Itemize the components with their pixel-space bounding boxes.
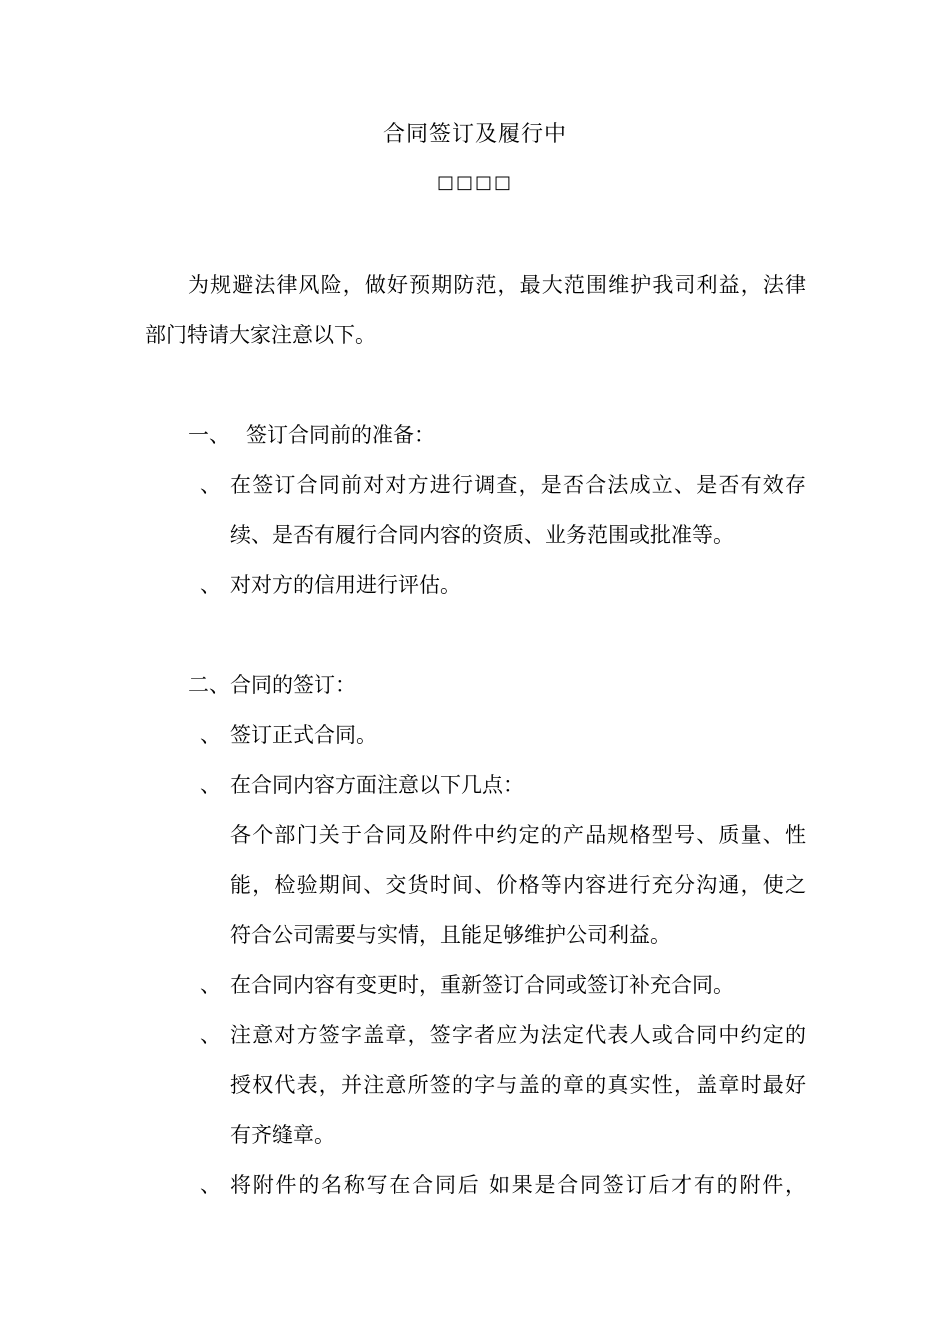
section2-item4-line-2: 授权代表，并注意所签的字与盖的章的真实性，盖章时最好: [230, 1073, 806, 1097]
section2-item3-line-1: 在合同内容有变更时，重新签订合同或签订补充合同。: [230, 973, 734, 997]
intro-line-2: 部门特请大家注意以下。: [145, 323, 376, 347]
section2-item5-marker: 、: [200, 1173, 221, 1197]
section2-heading: 二、合同的签订：: [188, 673, 356, 697]
section1-item2-line-1: 对对方的信用进行评估。: [230, 573, 461, 597]
section2-item3-marker: 、: [200, 973, 221, 997]
section2-item1-line-1: 签订正式合同。: [230, 723, 377, 747]
section2-item4-line-3: 有齐缝章。: [230, 1123, 335, 1147]
document-title: 合同签订及履行中: [382, 122, 567, 147]
section2-item4-marker: 、: [200, 1023, 221, 1047]
section2-item2-line-1: 在合同内容方面注意以下几点：: [230, 773, 524, 797]
section2-item2-sub-2: 能，检验期间、交货时间、价格等内容进行充分沟通，使之: [230, 873, 806, 897]
section1-heading-number: 一、: [188, 423, 230, 447]
intro-line-1: 为规避法律风险，做好预期防范，最大范围维护我司利益，法律: [188, 273, 806, 297]
section1-heading: 签订合同前的准备：: [246, 423, 435, 447]
section2-item2-sub-3: 符合公司需要与实情，且能足够维护公司利益。: [230, 923, 671, 947]
section1-item1-marker: 、: [200, 473, 221, 497]
section1-item1-line-1: 在签订合同前对对方进行调查，是否合法成立、是否有效存: [230, 473, 806, 497]
section2-item1-marker: 、: [200, 723, 221, 747]
document-subtitle: □□□□: [436, 172, 514, 193]
section2-item2-marker: 、: [200, 773, 221, 797]
section2-item5-line-1: 将附件的名称写在合同后 如果是合同签订后才有的附件，: [230, 1173, 806, 1197]
section2-item4-line-1: 注意对方签字盖章，签字者应为法定代表人或合同中约定的: [230, 1023, 806, 1047]
section1-item1-line-2: 续、是否有履行合同内容的资质、业务范围或批准等。: [230, 523, 734, 547]
section1-item2-marker: 、: [200, 573, 221, 597]
section2-item2-sub-1: 各个部门关于合同及附件中约定的产品规格型号、质量、性: [230, 823, 806, 847]
